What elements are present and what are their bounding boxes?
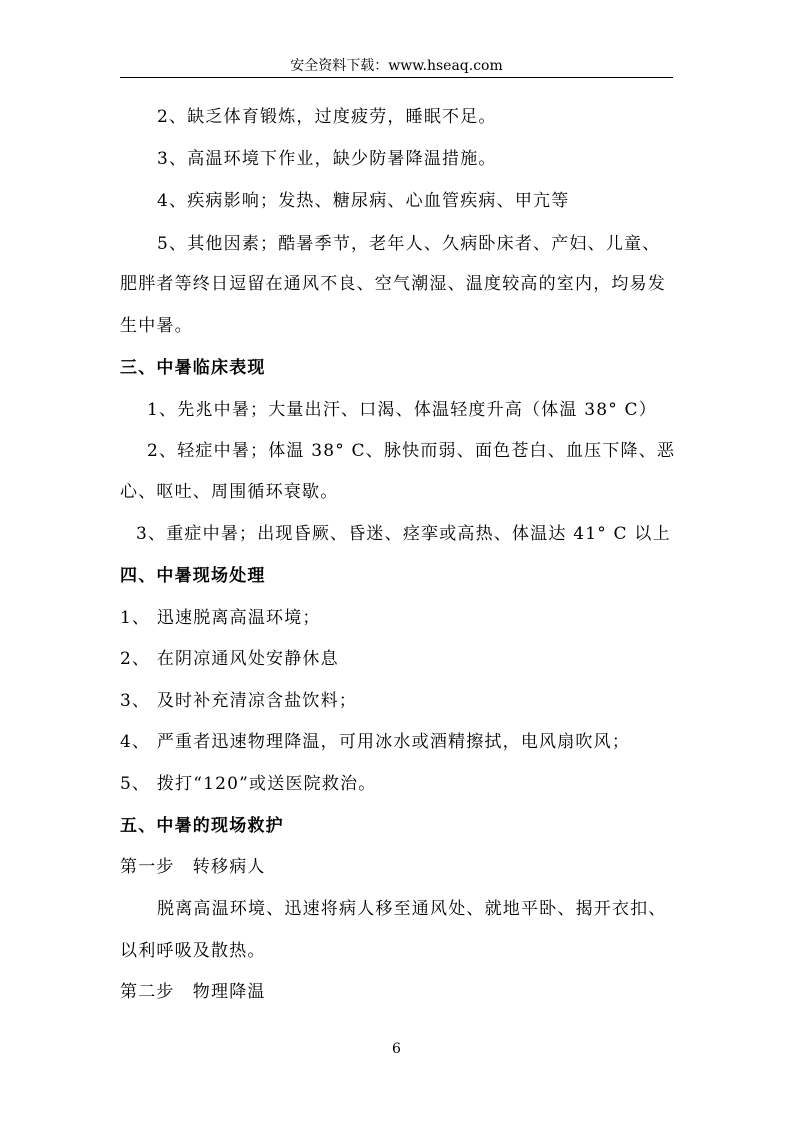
cause-item-2: 2、缺乏体育锻炼，过度疲劳，睡眠不足。 xyxy=(157,107,497,127)
page-header: 安全资料下载：www.hseaq.com xyxy=(290,58,503,74)
symptom-item-3: 3、重症中暑；出现昏厥、昏迷、痉挛或高热、体温达 41° C 以上 xyxy=(136,524,671,544)
rescue-step-2-title: 第二步 物理降温 xyxy=(120,982,266,1002)
treatment-item-4: 4、 严重者迅速物理降温，可用冰水或酒精擦拭，电风扇吹风； xyxy=(120,732,631,752)
page-number: 6 xyxy=(392,1041,401,1057)
treatment-item-5: 5、 拨打“120”或送医院救治。 xyxy=(120,774,377,794)
cause-item-5-line-2: 肥胖者等终日逗留在通风不良、空气潮湿、温度较高的室内，均易发 xyxy=(120,274,666,294)
cause-item-4: 4、疾病影响；发热、糖尿病、心血管疾病、甲亢等 xyxy=(157,191,570,211)
rescue-step-1-text-line-1: 脱离高温环境、迅速将病人移至通风处、就地平卧、揭开衣扣、 xyxy=(157,899,667,919)
cause-item-5-line-1: 5、其他因素；酷暑季节，老年人、久病卧床者、产妇、儿童、 xyxy=(157,234,661,254)
symptom-item-1: 1、先兆中暑；大量出汗、口渴、体温轻度升高（体温 38° C） xyxy=(147,400,657,420)
section-heading-4: 四、中暑现场处理 xyxy=(120,566,266,586)
treatment-item-2: 2、 在阴凉通风处安静休息 xyxy=(120,649,339,669)
header-divider xyxy=(120,77,673,78)
treatment-item-3: 3、 及时补充清凉含盐饮料； xyxy=(120,691,358,711)
symptom-item-2-line-2: 心、呕吐、周围循环衰歇。 xyxy=(120,482,339,502)
symptom-item-2-line-1: 2、轻症中暑；体温 38° C、脉快而弱、面色苍白、血压下降、恶 xyxy=(147,441,676,461)
cause-item-5-line-3: 生中暑。 xyxy=(120,316,193,336)
rescue-step-1-title: 第一步 转移病人 xyxy=(120,857,266,877)
rescue-step-1-text-line-2: 以利呼吸及散热。 xyxy=(120,941,266,961)
section-heading-3: 三、中暑临床表现 xyxy=(120,358,266,378)
cause-item-3: 3、高温环境下作业，缺少防暑降温措施。 xyxy=(157,149,497,169)
section-heading-5: 五、中暑的现场救护 xyxy=(120,816,284,836)
treatment-item-1: 1、 迅速脱离高温环境； xyxy=(120,608,321,628)
